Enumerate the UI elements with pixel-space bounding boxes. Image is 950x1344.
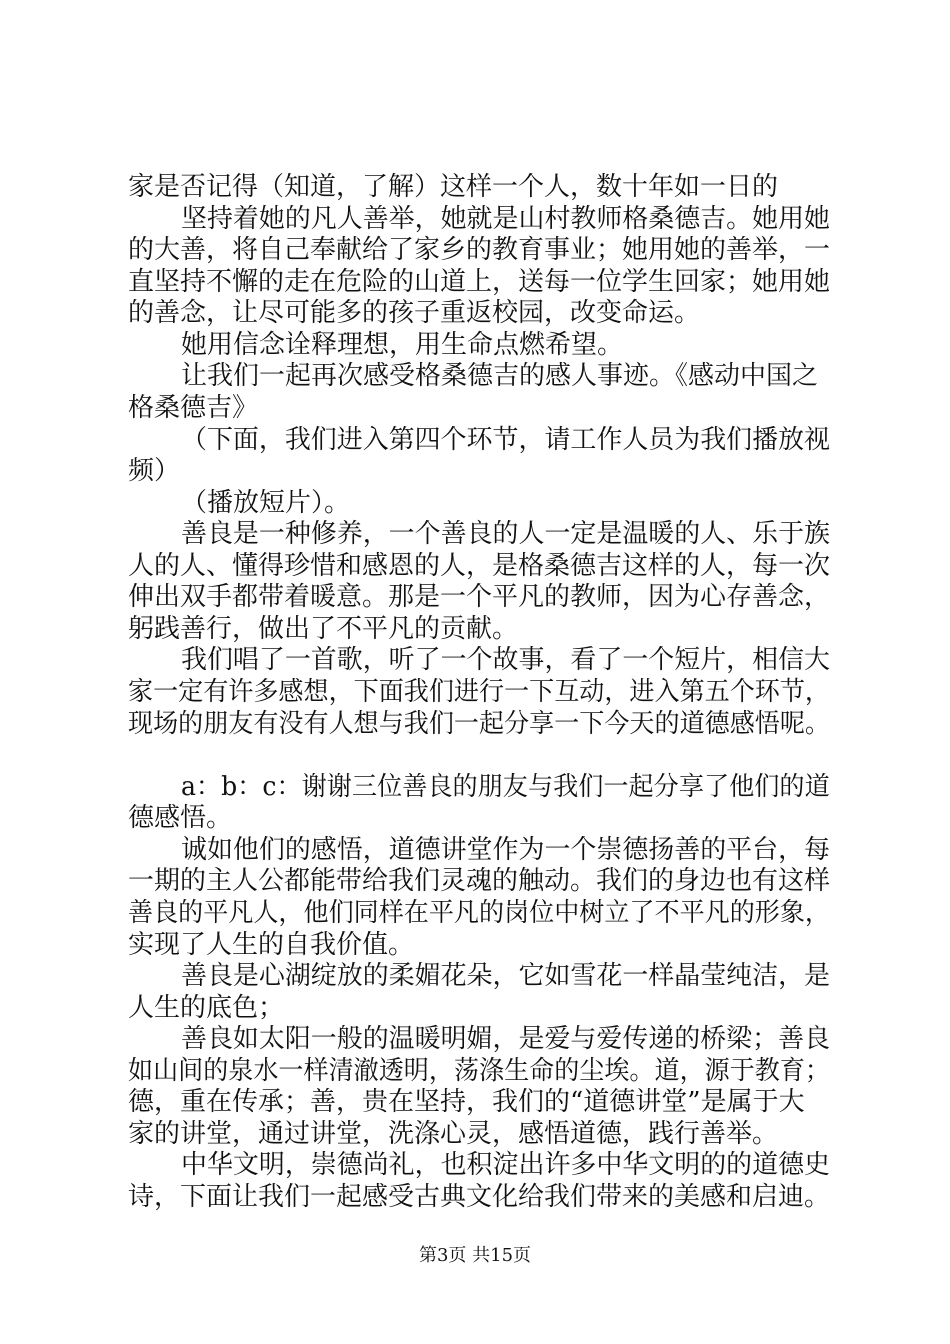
text-line: 伸出双手都带着暖意。那是一个平凡的教师，因为心存善念，: [128, 582, 831, 613]
text-line: 中华文明，崇德尚礼，也积淀出许多中华文明的的道德史: [181, 1150, 831, 1181]
text-line: 直坚持不懈的走在危险的山道上，送每一位学生回家；她用她: [128, 266, 831, 297]
text-line: 实现了人生的自我价值。: [128, 929, 415, 960]
text-line: 德，重在传承；善，贵在坚持，我们的“道德讲堂”是属于大: [128, 1087, 805, 1118]
text-line: 人生的底色；: [128, 992, 285, 1023]
text-line: 的善念，让尽可能多的孩子重返校园，改变命运。: [128, 298, 701, 329]
text-line: 现场的朋友有没有人想与我们一起分享一下今天的道德感悟呢。: [128, 708, 831, 739]
text-line: （播放短片）。: [181, 487, 351, 518]
text-line: 人的人、懂得珍惜和感恩的人，是格桑德吉这样的人，每一次: [128, 550, 831, 581]
text-line: 的大善，将自己奉献给了家乡的教育事业；她用她的善举，一: [128, 235, 831, 266]
text-line: 一期的主人公都能带给我们灵魂的触动。我们的身边也有这样: [128, 866, 831, 897]
text-line: 让我们一起再次感受格桑德吉的感人事迹。《感动中国之: [181, 361, 819, 392]
text-line: 家是否记得（知道，了解）这样一个人，数十年如一日的: [128, 172, 779, 202]
text-line: 如山间的泉水一样清澈透明，荡涤生命的尘埃。道，源于教育；: [128, 1055, 831, 1086]
text-line: 我们唱了一首歌，听了一个故事，看了一个短片，相信大: [181, 645, 831, 676]
text-line: 她用信念诠释理想，用生命点燃希望。: [181, 329, 624, 360]
text-line: 家一定有许多感想，下面我们进行一下互动，进入第五个环节，: [128, 677, 831, 707]
page-number-footer: 第3页 共15页: [418, 1245, 532, 1266]
text-line: 躬践善行，做出了不平凡的贡献。: [128, 613, 519, 644]
text-line: 诗，下面让我们一起感受古典文化给我们带来的美感和启迪。: [128, 1182, 831, 1212]
text-line: 善良的平凡人，他们同样在平凡的岗位中树立了不平凡的形象，: [128, 897, 831, 928]
text-line: 格桑德吉》: [128, 392, 259, 423]
text-line: 善良如太阳一般的温暖明媚，是爱与爱传递的桥梁；善良: [181, 1024, 831, 1055]
text-line: 频）: [128, 456, 181, 487]
text-line: 德感悟。: [128, 803, 233, 834]
text-line: （下面，我们进入第四个环节，请工作人员为我们播放视: [181, 424, 831, 455]
text-line: 家的讲堂，通过讲堂，洗涤心灵，感悟道德，践行善举。: [128, 1118, 779, 1149]
text-line: 善良是心湖绽放的柔媚花朵，它如雪花一样晶莹纯洁，是: [181, 961, 831, 992]
text-line: 坚持着她的凡人善举，她就是山村教师格桑德吉。她用她: [181, 203, 831, 234]
text-line: 善良是一种修养，一个善良的人一定是温暖的人、乐于族: [181, 519, 831, 550]
text-line: 诚如他们的感悟，道德讲堂作为一个崇德扬善的平台，每: [181, 834, 831, 865]
text-line: a：b：c：谢谢三位善良的朋友与我们一起分享了他们的道: [181, 771, 830, 802]
